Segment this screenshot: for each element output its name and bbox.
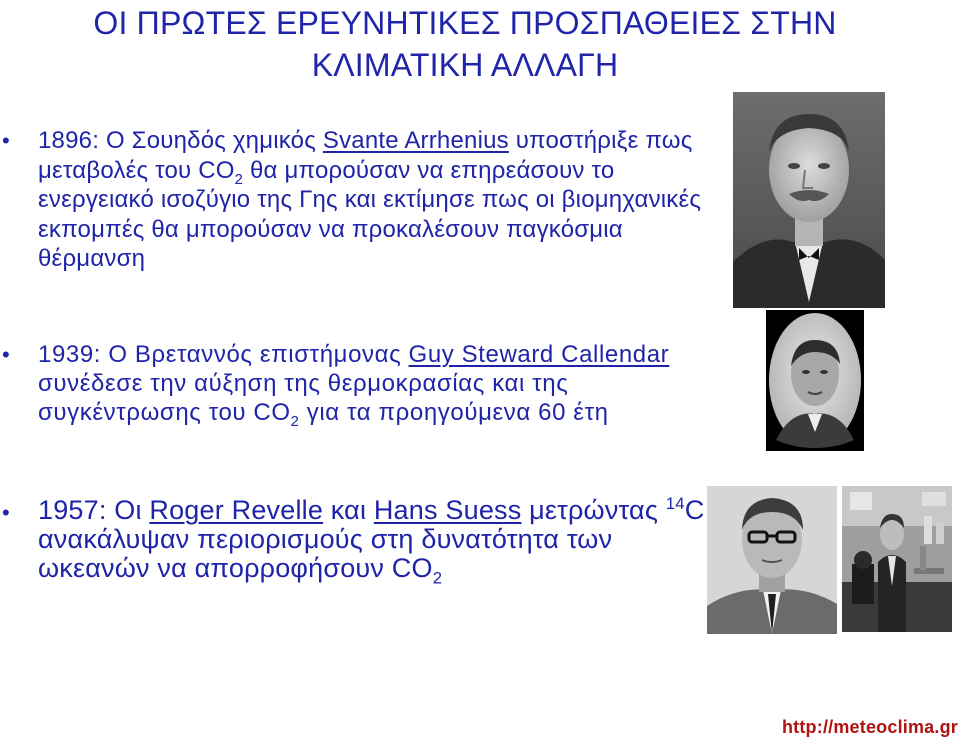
year-1939: 1939 xyxy=(38,341,94,368)
item2-text-b: συνέδεσε την αύξηση της θερμοκρασίας και της συγκέντρωσης του CO xyxy=(38,370,569,426)
title-line-2: ΚΛΙΜΑΤΙΚΗ ΑΛΛΑΓΗ xyxy=(311,47,619,83)
portrait-revelle xyxy=(707,486,837,634)
year-1896: 1896 xyxy=(38,127,93,154)
link-hans-suess[interactable]: Hans Suess xyxy=(373,495,522,525)
bullet-marker-3: • xyxy=(2,500,10,525)
bullet-item-1957 xyxy=(38,494,718,588)
footer-website-link[interactable]: http://meteoclima.gr xyxy=(781,717,958,737)
item1-text-c: θα μπορούσαν να επηρεάσουν το ενεργειακό ισοζύγιο της Γης και εκτίμησε πως οι βιομηχανικές εκπομπές θα μπορούσαν να προκαλέσουν παγκόσμια θέρμανση xyxy=(38,156,702,272)
item2-text-c: για τα προηγούμενα 60 έτη xyxy=(299,399,609,426)
link-guy-steward-callendar[interactable]: Guy Steward Callendar xyxy=(408,341,670,368)
bullet-marker-2: • xyxy=(2,342,10,367)
item1-text-b: υποστήριξε πως μεταβολές του CO xyxy=(38,127,693,184)
bullet-marker-1: • xyxy=(2,128,10,153)
slide-title xyxy=(0,2,930,86)
item3-text-b: και xyxy=(323,495,374,525)
year-1957: 1957 xyxy=(38,495,99,525)
item3-superscript: 14 xyxy=(665,494,685,513)
item2-subscript: 2 xyxy=(290,413,300,430)
item2-text-a: : Ο Βρεταννός επιστήμονας xyxy=(93,341,409,368)
portrait-arrhenius xyxy=(733,92,885,308)
link-roger-revelle[interactable]: Roger Revelle xyxy=(149,495,324,525)
item1-text-a: : Ο Σουηδός χημικός xyxy=(92,127,323,154)
bullet-item-1896 xyxy=(38,126,718,274)
bullet-item-1939 xyxy=(38,340,718,430)
item3-text-d: C ανακάλυψαν περιορισμούς στη δυνατότητα των ωκεανών να απορροφήσουν CO xyxy=(38,495,705,583)
item1-subscript: 2 xyxy=(234,171,244,188)
item3-text-a: : Οι xyxy=(98,495,150,525)
photo-suess-laboratory xyxy=(842,486,952,632)
link-svante-arrhenius[interactable]: Svante Arrhenius xyxy=(322,127,509,154)
item3-text-c: μετρώντας xyxy=(521,495,666,525)
title-line-1: ΟΙ ΠΡΩΤΕΣ ΕΡΕΥΝΗΤΙΚΕΣ ΠΡΟΣΠΑΘΕΙΕΣ ΣΤΗΝ xyxy=(93,5,837,41)
item3-subscript: 2 xyxy=(432,568,443,588)
portrait-callendar xyxy=(766,310,864,451)
